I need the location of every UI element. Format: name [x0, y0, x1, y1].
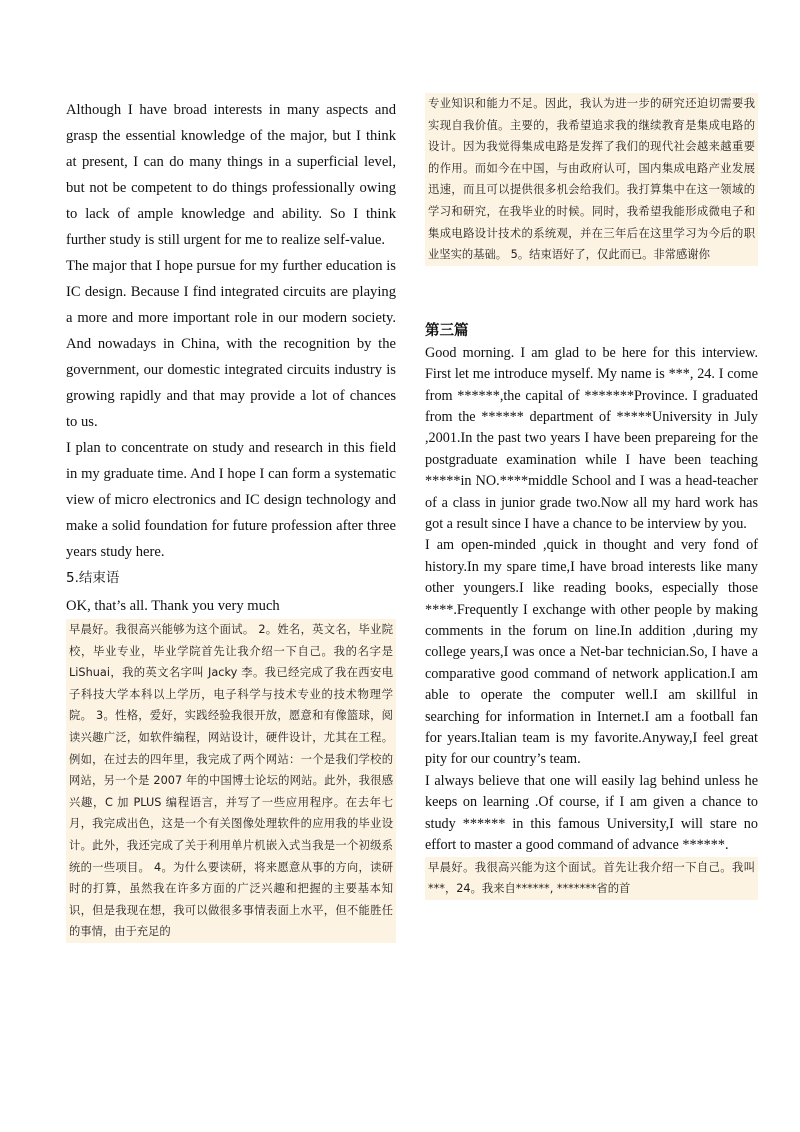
chinese-translation-block: 早晨好。我很高兴能够为这个面试。 2。姓名，英文名，毕业院校，毕业专业，毕业学院首先让我介绍一下自己。我的名字是 LiShuai，我的英文名字叫 Jacky 李。我已经完成了我在西安电子科技大学本科以上学历，电子科学与技术专业的技术物理学院。 3。性格，爱好，实践经验我很开放，愿意和有像篮球，阅读兴趣广泛，如软件编程，网站设计，硬件设计，尤其在工程。例如，在过去的四年里，我完成了两个网站：一个是我们学校的网站，另一个是 2007 年的中国博士论坛的网站。此外，我很感兴趣，C 加 PLUS 编程语言，并写了一些应用程序。在去年七月，我完成出色，这是一个有关图像处理软件的应用我的毕业设计。此外，我还完成了关于利用单片机嵌入式当我是一个初级系统的一些项目。 4。为什么要读研，将来愿意从事的方向，读研时的打算，虽然我在许多方面的广泛兴趣和把握的主要基本知识，但是我现在想，我可以做很多事情表面上水平，但不能胜任的事情，由于充足的 — [66, 619, 396, 943]
paragraph-personality: I am open-minded ,quick in thought and very fond of history.In my spare time,I have broad interests like many other youngers.I like reading books, especially those ****.Frequently I exchange with other people by making comments in the forum on line.In addition ,during my college years,I was once a Net-bar technician.So, I have a comparative good command of network application.I am able to operate the computer well.I am skillful in searching for information in Internet.I am a football fan for years.Italian team is my favorite.Anyway,I feel great pity for our country’s team. — [425, 537, 758, 768]
paragraph-study-plan: I plan to concentrate on study and research in this field in my graduate time. And I hope I can form a systematic view of micro electronics and IC design technology and make a solid foundation for future profession after three years study here. — [66, 440, 396, 560]
chinese-translation-bottom: 早晨好。我很高兴能为这个面试。首先让我介绍一下自己。我叫***，24。我来自******, *******省的首 — [425, 857, 758, 900]
right-column — [425, 93, 758, 900]
chinese-translation-continued: 专业知识和能力不足。因此，我认为进一步的研究还迫切需要我实现自我价值。主要的，我希望追求我的继续教育是集成电路的设计。因为我觉得集成电路是发挥了我们的现代社会越来越重要的作用。而如今在中国，与由政府认可，国内集成电路产业发展迅速，而且可以提供很多机会给我们。我打算集中在这一领域的学习和研究，在我毕业的时候。同时，我希望我能形成微电子和集成电路设计技术的系统观，并在三年后在这里学习为今后的职业坚实的基础。 5。结束语好了，仅此而已。非常感谢你 — [425, 93, 758, 266]
paragraph-broad-interests: Although I have broad interests in many aspects and grasp the essential knowledge of the major, but I think at present, I can do many things in a superficial level, but not be competent to do things professionally owing to lack of ample knowledge and ability. So I think further study is still urgent for me to realize self-value. — [66, 102, 396, 248]
paragraph-ic-design: The major that I hope pursue for my further education is IC design. Because I find integrated circuits are playing a more and more important role in our modern society. And nowadays in China, with the recognition by the government, our domestic integrated circuits industry is growing rapidly and that may provide a lot of chances to us. — [66, 258, 396, 430]
paragraph-keep-learning: I always believe that one will easily lag behind unless he keeps on learning .Of course, if I am given a chance to study ****** in this famous University,I will stare no effort to master a good command of advance ******. — [425, 772, 758, 854]
section-title: 第三篇 — [425, 322, 469, 339]
closing-text: OK, that’s all. Thank you very much — [66, 598, 280, 614]
left-column — [66, 97, 396, 943]
closing-heading: 5.结束语 — [66, 570, 120, 586]
paragraph-self-introduction: Good morning. I am glad to be here for this interview. First let me introduce myself. My name is ***, 24. I come from ******,the capital of *******Province. I graduated from the ****** department of *****University in July ,2001.In the past two years I have been prepareing for the postgraduate examination while I have been teaching *****in NO.****middle School and I was a head-teacher of a class in junior grade two.Now all my hard work has got a result since I have a chance to be interview by you. — [425, 344, 758, 532]
